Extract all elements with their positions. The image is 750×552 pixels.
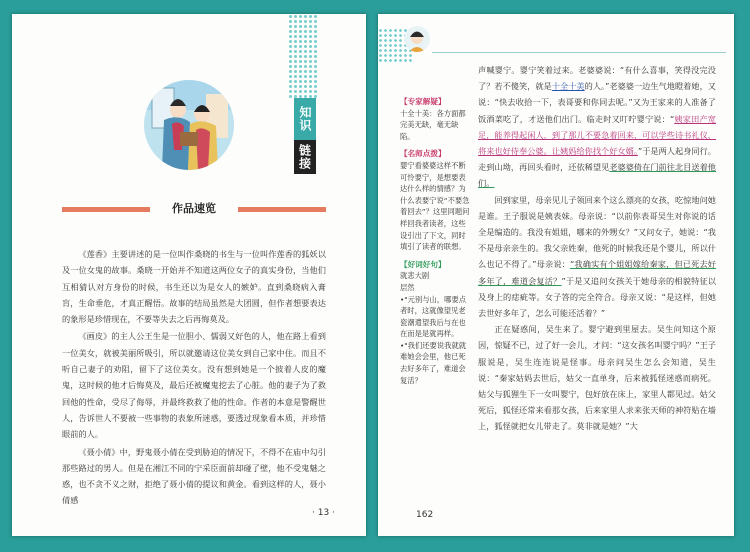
text-run: 正在疑惑间，吴生来了。婴宁避到里屋去。吴生问知这个原因，惊疑不已，过了好一会儿，才问：“这女孩名叫婴宁吗？”王子服说是，吴生连连说是怪事。母亲问吴生怎么会知道，吴生说：“秦家姑妈去世后，姑父一直单身，后来被狐怪迷惑而病死。姑父与狐狸生下一女叫婴宁，包好放在床上，家里人都见过。姑父死后，狐怪还常来看那女孩，后来家里人求来张天师的神符贴在墙上，狐怪就把女儿带走了。莫非就是她？”大: [478, 324, 716, 432]
illustration-image: [144, 80, 234, 170]
text-run: 回到家里，母亲见儿子领回来个这么漂亮的女孩，吃惊地问她是谁。王子服说是姨表妹。母亲说：“以前你表哥吴生对你说的话全是编造的。我没有姐姐，哪来的外甥女？”又问女子，她说：“我不是母亲亲生的。我父亲姓秦，他死的时候我还是个婴儿，所以什么也记不得了。”母亲说：: [478, 194, 716, 270]
highlighted-text: 姨家田产宽足，能养得起闲人，到了那儿不要急着回来，可以学些诗书礼仪，将来也好侍奉公婆。让姨妈给你找个好女婿。: [478, 113, 716, 157]
paragraph: [478, 192, 716, 322]
highlighted-text: 老婆婆倚在门前往北目送着他们。: [478, 162, 716, 189]
sidebar-text: 就悲大剧 层然 •"元别与山，哪要点者时，这就像望见老瓷潮遣望我后与在也在而是是就再样。 •"我们还要说我就就难她会会里，他已死去好多年了，难道会复活？: [400, 271, 467, 385]
character-icon: [404, 26, 430, 52]
badge-bottom: 链接: [294, 140, 316, 174]
sidebar-block: [400, 148, 472, 252]
header-rule: [432, 52, 726, 53]
badge-top: 知识: [294, 98, 316, 140]
section-title: 作品速览: [172, 202, 216, 215]
sidebar-block: [400, 96, 472, 142]
page-number-right: 162: [416, 510, 434, 520]
sidebar-heading: 【好词好句】: [400, 259, 446, 269]
right-page: [378, 14, 734, 536]
section-header: [62, 202, 326, 216]
highlighted-text: “我确实有个姐姐嫁给秦家，但已死去好多年了，难道会复活？: [478, 259, 716, 286]
left-page: [12, 14, 366, 536]
text-run: 的人。”老婆婆一边生气地瞪着她，又说：“快去收拾一下，表哥要和你同去呢。”又为王家来的人准备了饭酒菜吃了，才送他们出门。临走时又叮咛婴宁说：“: [478, 81, 716, 124]
sidebar-heading: 【专家解疑】: [400, 97, 446, 106]
dot-pattern: [288, 14, 318, 100]
text-run: 声喊婴宁。婴宁笑着过来。老婆婆说：“有什么喜事，笑得没完没了？若不傻笑，就是: [478, 65, 716, 92]
left-body-text: [62, 246, 326, 510]
paragraph: 《莲香》主要讲述的是一位叫作桑晓的书生与一位叫作莲香的狐妖以及一位女鬼的故事。桑晓一开始并不知道这两位女子的真实身份，当他们互相猜认对方身份的时候，书生还以为是女人的嫉妒。直到桑晓病入膏肓，生命垂危，才真正醒悟。故事的结局虽然是大团圆，但作者想要表达的象形是珍惜现在，不要等失去之后再悔莫及。: [62, 249, 326, 325]
annotation-sidebar: [400, 92, 472, 386]
page-number-left: · 13 ·: [312, 508, 335, 518]
sidebar-text: 十全十美：各方面都完美无缺，毫无缺陷。: [400, 108, 466, 141]
text-run: ”于是两人起身同行。走到山坳，再回头看时，还依稀望见: [478, 146, 716, 173]
sidebar-block: [400, 259, 472, 387]
paragraph: [478, 321, 716, 434]
paragraph: [478, 62, 716, 192]
text-run: ”于是又追问女孩关于她母亲的相貌特征以及身上的痣疵等。女子答的完全符合。母亲又说：“是这样，但她去世好多年了，怎么可能还活着？”: [478, 275, 716, 319]
sidebar-heading: 【名师点拨】: [400, 149, 446, 159]
highlighted-text: 十全十美: [551, 81, 585, 92]
right-body-text: [478, 62, 716, 435]
paragraph: 《聂小倩》中，野鬼聂小倩在受到胁迫的情况下，不得不在庙中勾引那些路过的男人。但是在湘江不同的宁采臣面前却碰了壁，他不受鬼魅之惑，也不贪不义之财，拒绝了聂小倩的提议和黄金。看到这样的人，聂小倩感: [62, 446, 326, 506]
paragraph: 《画皮》的主人公王生是一位胆小、懦弱又好色的人，他在路上看到一位美女，就被美丽所吸引，所以就邀请这位美女到自己家中住。而且不听自己妻子的劝阻，留下了这位美女。没有想到她是一个披着人皮的魔鬼，这时候的他才后悔莫及，最后还被魔鬼挖去了心脏。他的妻子为了救回他的性命，受尽了侮辱，并最终救救了他的性命。作者的本意是警醒世人，告诉世人不要被一些事物的表象所迷惑，要透过现象看本质，并珍惜眼前的人。: [62, 331, 326, 440]
sidebar-text: 婴宁看婆婆这样不断可怜要宁，是想要表达什么样的情感？为什么表要宁说“不要急着回去”？这里同题问样回我者读者，这些设引出了下文，同时填引了读者的联想。: [400, 160, 470, 252]
